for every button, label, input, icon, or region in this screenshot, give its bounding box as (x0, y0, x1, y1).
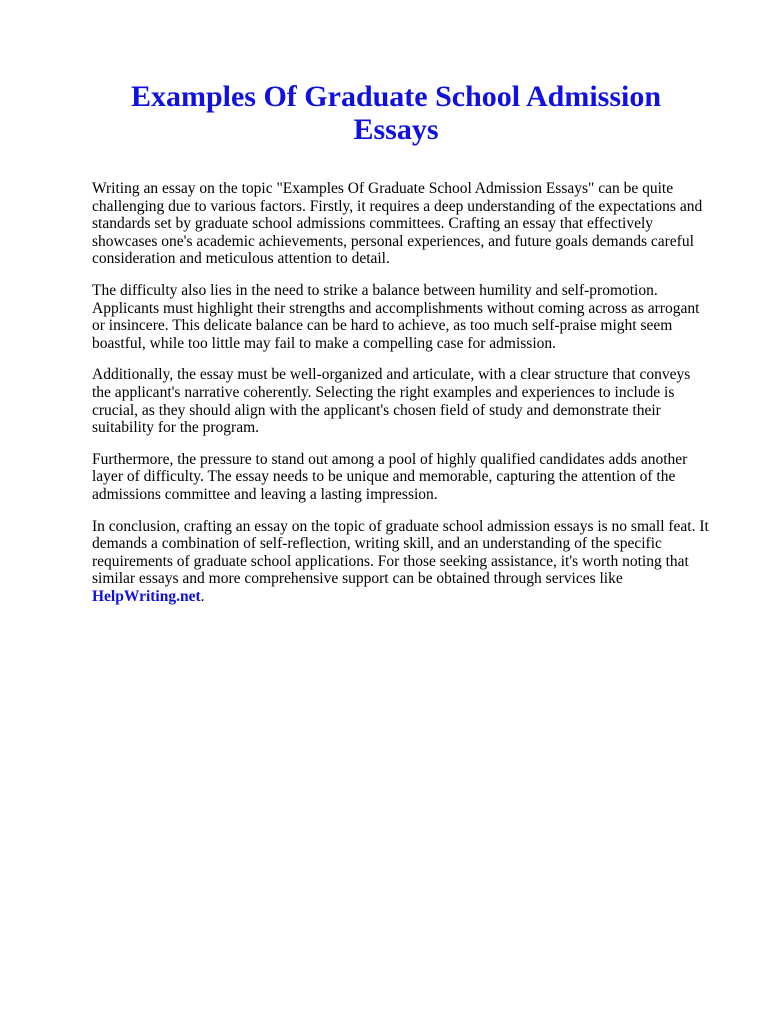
conclusion-text: In conclusion, crafting an essay on the topic of graduate school admission essays is no small feat. It demands a combination of self-reflection, writing skill, and an understanding of the specific requirements of graduate school applications. For those seeking assistance, it's worth noting that similar essays and more comprehensive support can be obtained through services like (92, 517, 709, 588)
paragraph-conclusion (92, 518, 712, 606)
helpwriting-link[interactable]: HelpWriting.net (92, 587, 201, 605)
paragraph-2: The difficulty also lies in the need to strike a balance between humility and self-promotion. Applicants must highlight their strengths and accomplishments without coming across as arrogant or insincere. This delicate balance can be hard to achieve, as too much self-praise might seem boastful, while too little may fail to make a compelling case for admission. (92, 281, 700, 352)
paragraph-4: Furthermore, the pressure to stand out among a pool of highly qualified candidates adds another layer of difficulty. The essay needs to be unique and memorable, capturing the attention of the admissions committee and leaving a lasting impression. (92, 450, 688, 503)
page-title: Examples Of Graduate School Admission Essays (130, 80, 662, 146)
paragraph-3: Additionally, the essay must be well-organized and articulate, with a clear structure that conveys the applicant's narrative coherently. Selecting the right examples and experiences to include is crucial, as they should align with the applicant's chosen field of study and demonstrate their suitability for the program. (92, 366, 691, 437)
paragraph-1: Writing an essay on the topic "Examples Of Graduate School Admission Essays" can be quite challenging due to various factors. Firstly, it requires a deep understanding of the expectations and standards set by graduate school admissions committees. Crafting an essay that effectively showcases one's academic achievements, personal experiences, and future goals demands careful consideration and meticulous attention to detail. (92, 180, 703, 268)
document-body (92, 180, 712, 605)
conclusion-trailing: . (200, 587, 205, 605)
